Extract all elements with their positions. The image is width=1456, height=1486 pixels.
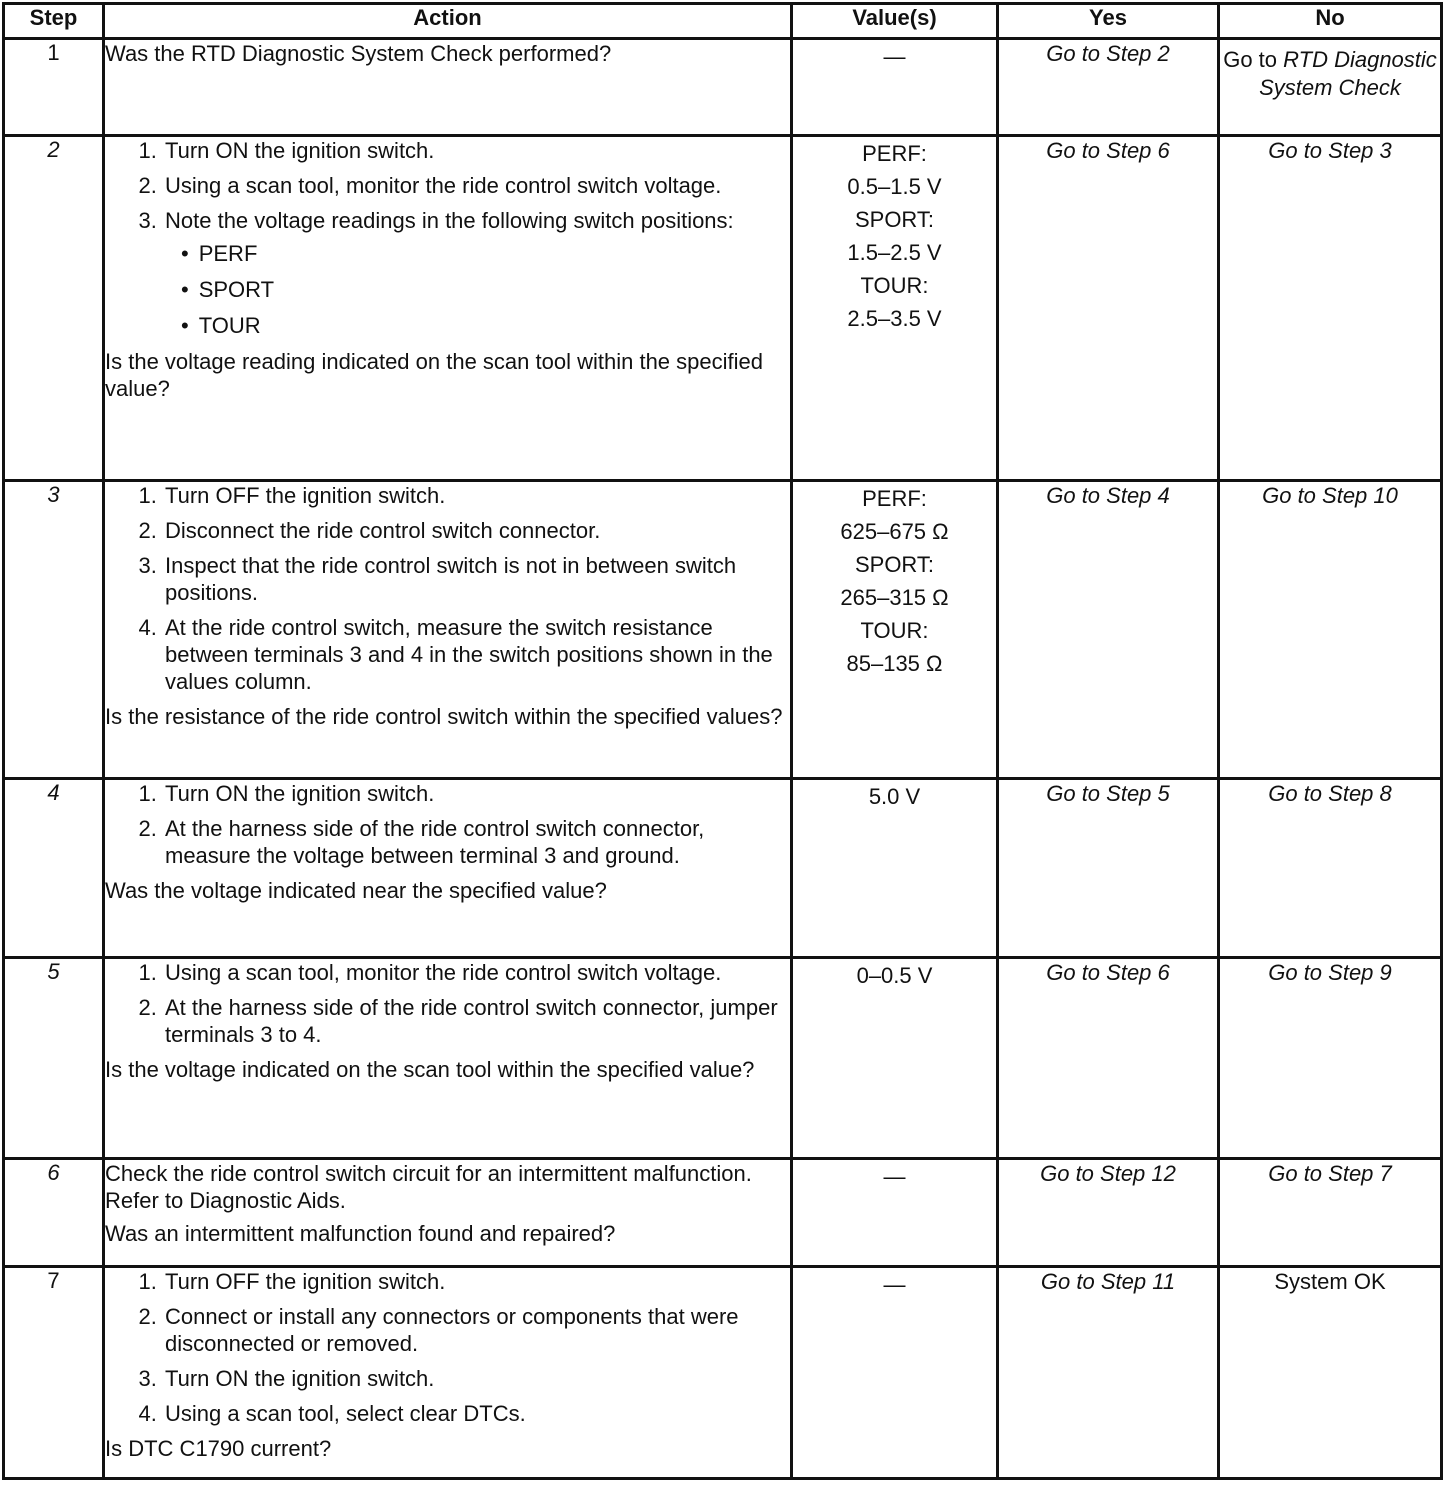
yes-cell: Go to Step 12 xyxy=(998,1159,1219,1267)
no-cell: Go to Step 8 xyxy=(1219,779,1442,958)
table-row xyxy=(4,779,1442,958)
yes-cell: Go to Step 4 xyxy=(998,481,1219,779)
action-step-text: Note the voltage readings in the following switch positions: xyxy=(165,208,734,233)
table-row xyxy=(4,136,1442,481)
value-line: — xyxy=(883,1164,906,1189)
table-row xyxy=(4,958,1442,1159)
action-steps xyxy=(105,1268,790,1427)
no-cell: Go to Step 7 xyxy=(1219,1159,1442,1267)
action-step: 4. Using a scan tool, select clear DTCs. xyxy=(163,1400,790,1427)
action-step: 2. Connect or install any connectors or components that were disconnected or removed. xyxy=(163,1303,790,1357)
table-row xyxy=(4,481,1442,779)
action-steps xyxy=(105,482,790,695)
action-cell xyxy=(104,39,792,136)
action-cell xyxy=(104,779,792,958)
step-number: 4 xyxy=(4,779,104,958)
table-row xyxy=(4,1159,1442,1267)
no-reference: RTD Diagnostic System Check xyxy=(1259,47,1437,100)
action-steps xyxy=(105,780,790,869)
header-no: No xyxy=(1219,4,1442,39)
value-line: SPORT: xyxy=(854,207,935,232)
values-cell xyxy=(792,958,998,1159)
step-number: 6 xyxy=(4,1159,104,1267)
value-line: 5.0 V xyxy=(868,784,921,809)
header-step: Step xyxy=(4,4,104,39)
value-line: 0.5–1.5 V xyxy=(847,174,942,199)
action-step: 4. At the ride control switch, measure the switch resistance between terminals 3 and 4 in the switch positions shown in the values column. xyxy=(163,614,790,695)
yes-cell: Go to Step 11 xyxy=(998,1267,1219,1479)
action-question: Is the resistance of the ride control switch within the specified values? xyxy=(105,704,783,729)
action-step: 1. Turn ON the ignition switch. xyxy=(163,137,790,164)
values-cell xyxy=(792,1159,998,1267)
step-number: 1 xyxy=(4,39,104,136)
table-row xyxy=(4,1267,1442,1479)
value-line: TOUR: xyxy=(860,273,929,298)
yes-cell: Go to Step 6 xyxy=(998,136,1219,481)
values-cell xyxy=(792,1267,998,1479)
action-question: Was the voltage indicated near the specified value? xyxy=(105,878,607,903)
values-cell xyxy=(792,481,998,779)
action-question: Is the voltage indicated on the scan tool within the specified value? xyxy=(105,1057,755,1082)
action-question: Was an intermittent malfunction found and repaired? xyxy=(105,1221,616,1246)
value-line: PERF: xyxy=(862,486,927,511)
action-step: 2. At the harness side of the ride control switch connector, measure the voltage between terminal 3 and ground. xyxy=(163,815,790,869)
header-values: Value(s) xyxy=(792,4,998,39)
value-line: 0–0.5 V xyxy=(856,963,933,988)
no-cell: System OK xyxy=(1219,1267,1442,1479)
header-row xyxy=(4,4,1442,39)
action-step: 2. Disconnect the ride control switch connector. xyxy=(163,517,790,544)
yes-cell: Go to Step 6 xyxy=(998,958,1219,1159)
value-line: — xyxy=(883,1272,906,1297)
action-cell xyxy=(104,1267,792,1479)
no-lead: Go to xyxy=(1223,47,1278,72)
yes-cell: Go to Step 5 xyxy=(998,779,1219,958)
header-action: Action xyxy=(104,4,792,39)
action-question: Is DTC C1790 current? xyxy=(105,1436,332,1461)
no-cell: Go to Step 9 xyxy=(1219,958,1442,1159)
action-cell xyxy=(104,136,792,481)
no-cell: Go to Step 3 xyxy=(1219,136,1442,481)
value-line: 2.5–3.5 V xyxy=(847,306,942,331)
value-line: 85–135 Ω xyxy=(846,651,943,676)
action-step: 1. Using a scan tool, monitor the ride control switch voltage. xyxy=(163,959,790,986)
value-line: PERF: xyxy=(862,141,927,166)
action-step: 3. Turn ON the ignition switch. xyxy=(163,1365,790,1392)
bullet-item: • SPORT xyxy=(199,276,790,303)
action-steps xyxy=(105,137,790,339)
bullet-item: • TOUR xyxy=(199,312,790,339)
values-cell xyxy=(792,136,998,481)
bullet-item: • PERF xyxy=(199,240,790,267)
values-cell xyxy=(792,39,998,136)
value-line: TOUR: xyxy=(860,618,929,643)
step-number: 3 xyxy=(4,481,104,779)
action-step: 1. Turn OFF the ignition switch. xyxy=(163,1268,790,1295)
diagnostic-page xyxy=(2,2,1440,1480)
no-cell: Go to Step 10 xyxy=(1219,481,1442,779)
action-step: 1. Turn ON the ignition switch. xyxy=(163,780,790,807)
values-cell xyxy=(792,779,998,958)
no-cell xyxy=(1219,39,1442,136)
action-intro: Check the ride control switch circuit for an intermittent malfunction. Refer to Diagnostic Aids. xyxy=(105,1161,752,1213)
value-line: — xyxy=(883,44,906,69)
action-step: 1. Turn OFF the ignition switch. xyxy=(163,482,790,509)
action-step xyxy=(163,207,790,339)
diagnostic-table xyxy=(2,2,1443,1480)
switch-positions xyxy=(165,240,790,339)
header-yes: Yes xyxy=(998,4,1219,39)
action-steps xyxy=(105,959,790,1048)
value-line: SPORT: xyxy=(854,552,935,577)
value-line: 1.5–2.5 V xyxy=(847,240,942,265)
yes-cell: Go to Step 2 xyxy=(998,39,1219,136)
table-row xyxy=(4,39,1442,136)
action-question: Was the RTD Diagnostic System Check performed? xyxy=(105,41,612,66)
action-question: Is the voltage reading indicated on the scan tool within the specified value? xyxy=(105,349,763,401)
value-line: 265–315 Ω xyxy=(840,585,949,610)
action-cell xyxy=(104,481,792,779)
step-number: 2 xyxy=(4,136,104,481)
action-cell xyxy=(104,958,792,1159)
step-number: 7 xyxy=(4,1267,104,1479)
action-step: 2. At the harness side of the ride control switch connector, jumper terminals 3 to 4. xyxy=(163,994,790,1048)
value-line: 625–675 Ω xyxy=(840,519,949,544)
action-step: 2. Using a scan tool, monitor the ride control switch voltage. xyxy=(163,172,790,199)
action-cell xyxy=(104,1159,792,1267)
step-number: 5 xyxy=(4,958,104,1159)
action-step: 3. Inspect that the ride control switch is not in between switch positions. xyxy=(163,552,790,606)
